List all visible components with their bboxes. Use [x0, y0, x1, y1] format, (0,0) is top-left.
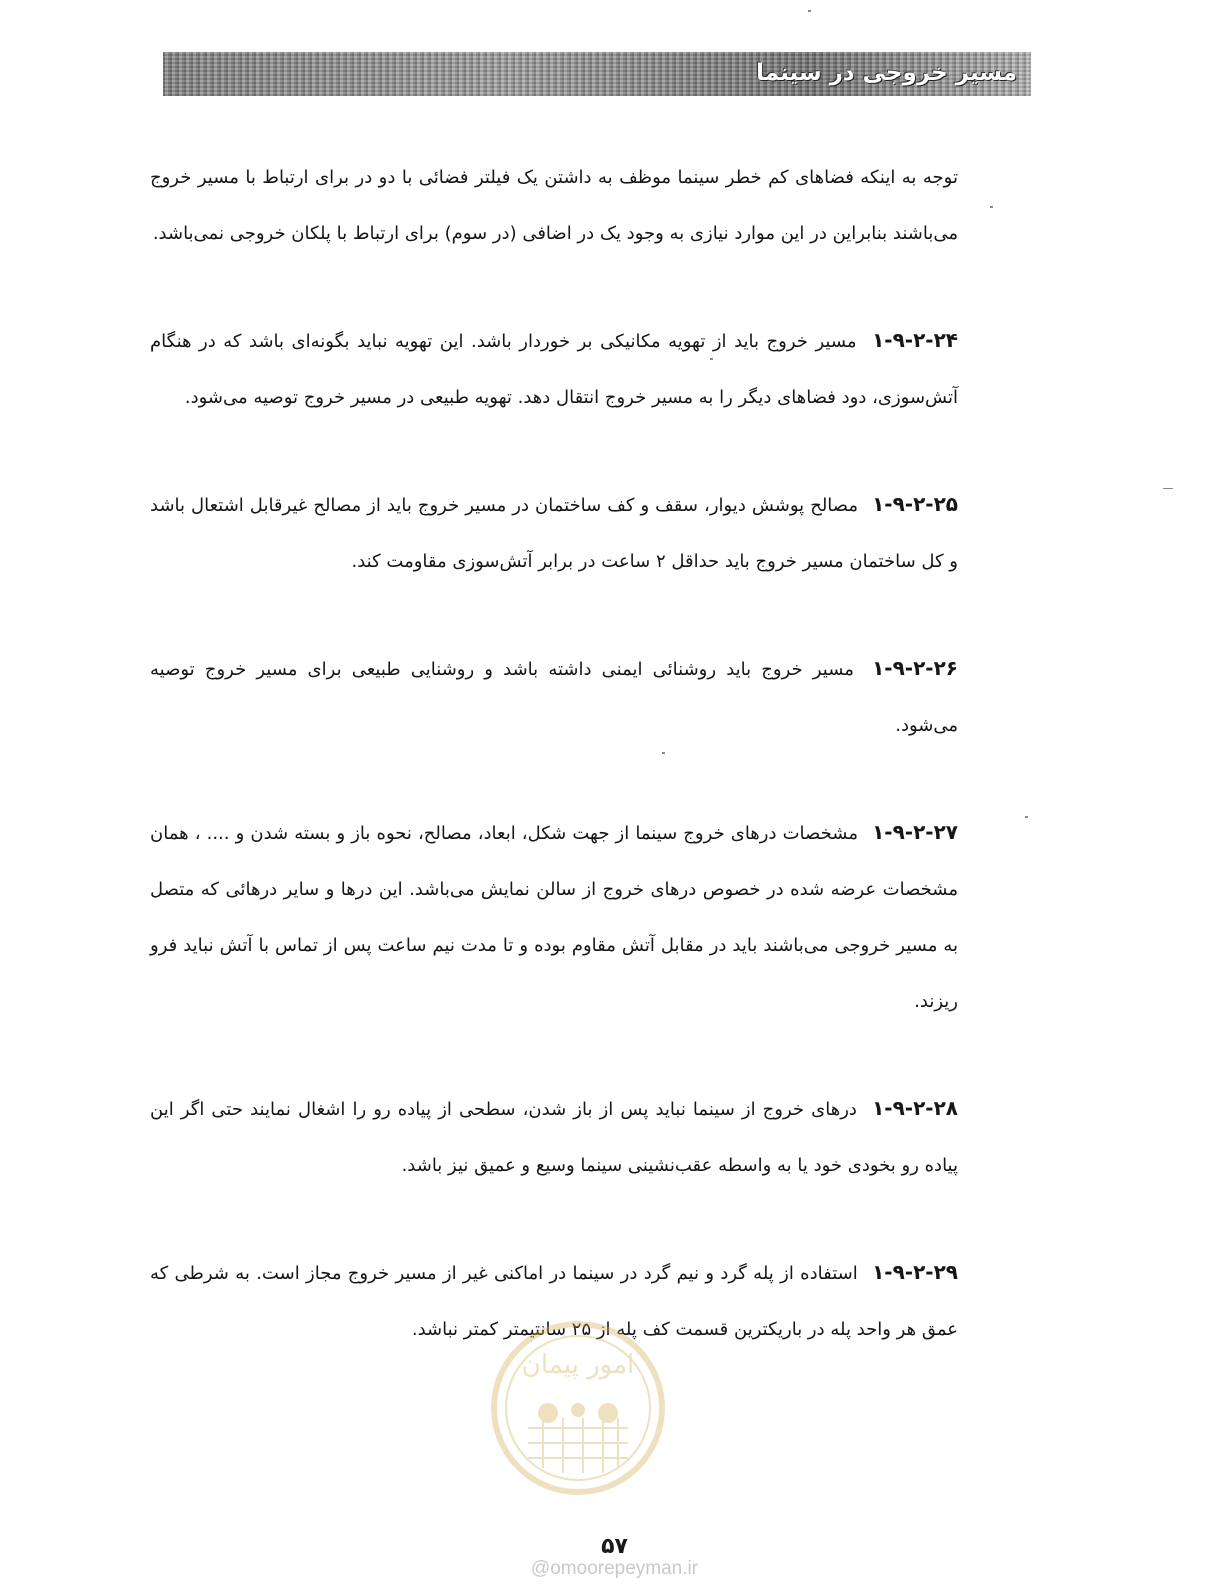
section-number: ۱-۹-۲-۲۷ [872, 820, 958, 844]
site-watermark: @omoorepeyman.ir [530, 1558, 699, 1579]
header-title: مسیر خروجی در سینما [756, 60, 1017, 86]
scan-speck [808, 10, 811, 12]
section-text: مصالح پوشش دیوار، سقف و کف ساختمان در مسیر خروج باید از مصالح غیرقابل اشتعال باشد و کل ساختمان مسیر خروج باید حداقل ۲ ساعت در برابر آتش‌سوزی مقاومت کند. [150, 495, 958, 572]
section-text: مسیر خروج باید از تهویه مکانیکی بر خوردار باشد. این تهویه نباید بگونه‌ای باشد که در هنگام آتش‌سوزی، دود فضاهای دیگر را به مسیر خروج انتقال دهد. تهویه طبیعی در مسیر خروج توصیه می‌شود. [150, 331, 958, 408]
section-27 [150, 804, 958, 1030]
section-28 [150, 1080, 958, 1194]
section-text: درهای خروج از سینما نباید پس از باز شدن، سطحی از پیاده رو را اشغال نمایند حتی اگر این پیاده رو بخودی خود یا به واسطه عقب‌نشینی سینما وسیع و عمیق نیز باشد. [150, 1099, 958, 1176]
scan-speck [710, 358, 713, 360]
page-number: ۵۷ [601, 1534, 628, 1559]
section-24 [150, 312, 958, 426]
scan-speck [1163, 488, 1173, 489]
section-number: ۱-۹-۲-۲۴ [872, 328, 958, 352]
section-number: ۱-۹-۲-۲۶ [872, 656, 958, 680]
section-text: مشخصات درهای خروج سینما از جهت شکل، ابعاد، مصالح، نحوه باز و بسته شدن و .... ، همان مشخصات عرضه شده در خصوص درهای خروج از سالن نمایش می‌باشد. این درها و سایر درهائی که متصل به مسیر خروجی می‌باشند باید در مقابل آتش مقاوم بوده و تا مدت نیم ساعت پس از تماس با آتش نباید فرو ریزند. [150, 823, 958, 1012]
header-band [163, 52, 1031, 96]
section-29 [150, 1244, 958, 1358]
scan-speck [662, 752, 665, 754]
section-number: ۱-۹-۲-۲۸ [872, 1096, 959, 1120]
intro-paragraph: توجه به اینکه فضاهای کم خطر سینما موظف به داشتن یک فیلتر فضائی با دو در برای ارتباط با مسیر خروج می‌باشند بنابراین در این موارد نیازی به وجود یک در اضافی (در سوم) برای ارتباط با پلکان خروجی نمی‌باشد. [150, 167, 958, 244]
page-body [150, 150, 958, 1358]
section-25 [150, 476, 958, 590]
scan-speck [990, 206, 993, 208]
scan-speck [1025, 816, 1028, 818]
section-number: ۱-۹-۲-۲۹ [872, 1260, 958, 1284]
section-text: مسیر خروج باید روشنائی ایمنی داشته باشد و روشنایی طبیعی برای مسیر خروج توصیه می‌شود. [150, 659, 958, 736]
section-26 [150, 640, 958, 754]
section-text: استفاده از پله گرد و نیم گرد در سینما در اماکنی غیر از مسیر خروج مجاز است. به شرطی که عمق هر واحد پله در باریکترین قسمت کف پله از ۲۵ سانتیمتر کمتر نباشد. [150, 1263, 958, 1340]
section-number: ۱-۹-۲-۲۵ [872, 492, 958, 516]
watermark-text: امور پیمان [521, 1350, 635, 1380]
